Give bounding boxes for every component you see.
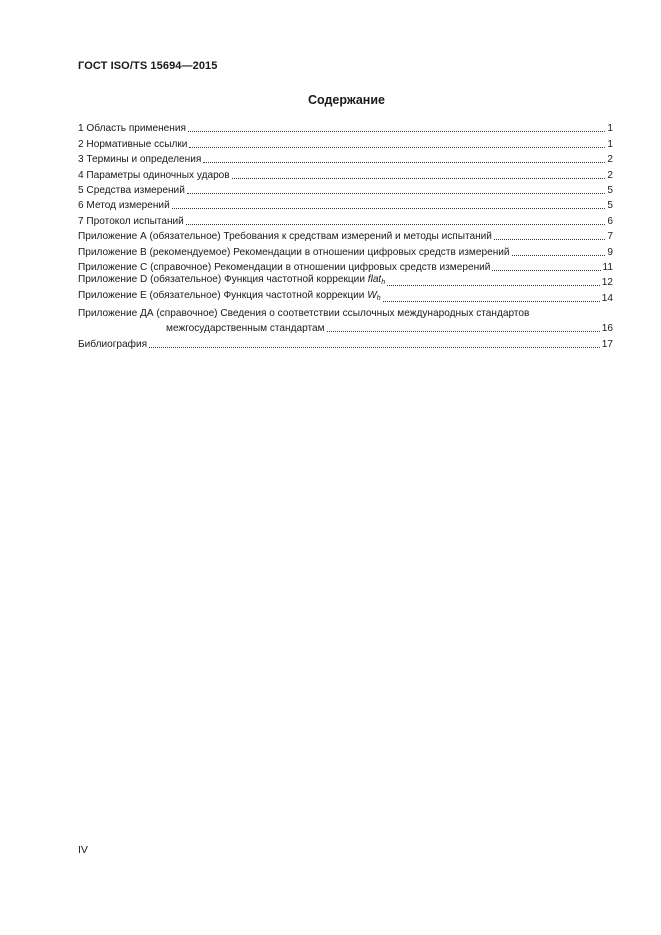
toc-entry-page: 14 — [601, 292, 613, 304]
toc-entry-label: 5 Средства измерений — [78, 184, 185, 196]
toc-entry-label: Библиография — [78, 338, 148, 350]
toc-entry-page: 6 — [607, 215, 613, 227]
toc-entry-label: 1 Область применения — [78, 123, 186, 135]
toc-entry-label: 2 Нормативные ссылки — [78, 138, 188, 150]
toc-entry[interactable] — [78, 335, 613, 350]
toc-entry[interactable] — [78, 228, 613, 243]
toc-entry-page: 5 — [607, 184, 613, 196]
leader-dots — [189, 147, 605, 148]
leader-dots — [149, 347, 600, 348]
toc-entry-label: 6 Метод измерений — [78, 200, 170, 212]
toc-entry-label: Приложение D (обязательное) Функция частотной коррекции flat$_h$ — [78, 274, 386, 287]
toc-entry[interactable] — [78, 135, 613, 150]
leader-dots — [232, 178, 606, 179]
toc-title: Содержание — [307, 93, 385, 107]
toc-entry[interactable] — [78, 289, 613, 304]
leader-dots — [203, 162, 605, 163]
toc-entry-page: 1 — [607, 138, 613, 150]
table-of-contents — [78, 120, 613, 351]
toc-entry-page: 1 — [607, 123, 613, 135]
toc-entry[interactable] — [78, 182, 613, 197]
leader-dots — [494, 239, 605, 240]
toc-entry-continuation[interactable] — [78, 320, 613, 335]
toc-entry[interactable] — [78, 151, 613, 166]
toc-entry-label: Приложение Е (обязательное) Функция частотной коррекции $W_h$ — [78, 289, 381, 302]
toc-entry-label: межгосударственным стандартам — [166, 323, 325, 335]
toc-entry[interactable] — [78, 259, 613, 274]
leader-dots — [327, 331, 600, 332]
toc-entry[interactable] — [78, 166, 613, 181]
page-number: IV — [78, 844, 88, 856]
leader-dots — [188, 131, 605, 132]
toc-entry[interactable] — [78, 274, 613, 289]
leader-dots — [186, 224, 606, 225]
toc-entry[interactable] — [78, 243, 613, 258]
toc-entry-page: 12 — [601, 277, 613, 289]
toc-entry-label: 3 Термины и определения — [78, 154, 202, 166]
leader-dots — [383, 301, 600, 302]
toc-entry-page: 2 — [607, 154, 613, 166]
toc-entry-page: 17 — [601, 338, 613, 350]
leader-dots — [187, 193, 606, 194]
leader-dots — [172, 208, 606, 209]
toc-entry-page: 7 — [607, 231, 613, 243]
leader-dots — [492, 270, 600, 271]
toc-entry-page: 5 — [607, 200, 613, 212]
toc-entry[interactable] — [78, 120, 613, 135]
toc-entry[interactable] — [78, 212, 613, 227]
toc-entry-label: 4 Параметры одиночных ударов — [78, 169, 230, 181]
toc-entry-label: Приложение В (рекомендуемое) Рекомендации в отношении цифровых средств измерений — [78, 246, 510, 258]
toc-entry-label: Приложение ДА (справочное) Сведения о соответствии ссылочных международных стандартов — [78, 308, 530, 320]
toc-entry-label: 7 Протокол испытаний — [78, 215, 184, 227]
toc-entry-page: 9 — [607, 246, 613, 258]
toc-entry-page: 16 — [601, 323, 613, 335]
leader-dots — [387, 285, 600, 286]
leader-dots — [512, 255, 606, 256]
toc-entry-label: Приложение С (справочное) Рекомендации в отношении цифровых средств измерений — [78, 261, 491, 273]
toc-entry-page: 2 — [607, 169, 613, 181]
toc-entry-label: Приложение А (обязательное) Требования к средствам измерений и методы испытаний — [78, 231, 492, 243]
toc-entry[interactable] — [78, 305, 613, 320]
toc-entry-page: 11 — [602, 261, 613, 273]
document-header: ГОСТ ISO/TS 15694—2015 — [78, 60, 218, 72]
toc-entry[interactable] — [78, 197, 613, 212]
